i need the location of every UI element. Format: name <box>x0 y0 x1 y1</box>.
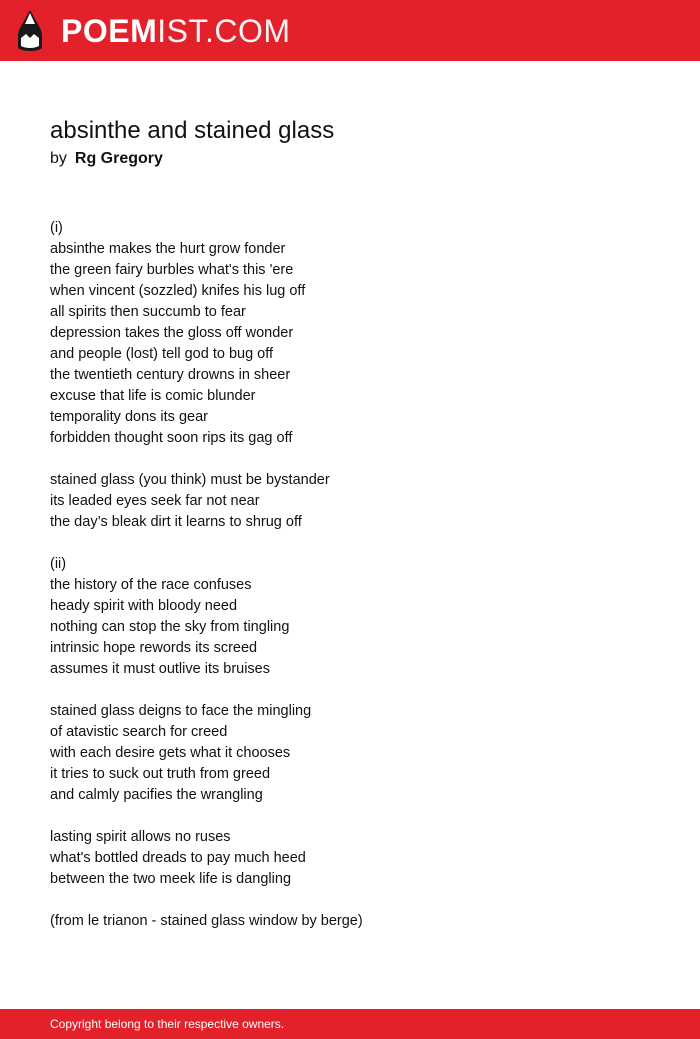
poem-line: nothing can stop the sky from tingling <box>50 619 290 635</box>
poem-title: absinthe and stained glass <box>50 117 335 144</box>
poem-line: and calmly pacifies the wrangling <box>50 787 263 803</box>
poem-line: (i) <box>50 220 63 236</box>
site-footer <box>0 1009 700 1039</box>
poem-line: the day’s bleak dirt it learns to shrug off <box>50 514 302 530</box>
poem-line: when vincent (sozzled) knifes his lug off <box>50 283 306 299</box>
poem-line: intrinsic hope rewords its screed <box>50 640 258 656</box>
poem-line: the history of the race confuses <box>50 577 252 593</box>
poem-body <box>50 218 650 953</box>
poem-line: its leaded eyes seek far not near <box>50 493 260 509</box>
poem-line: temporality dons its gear <box>50 409 208 425</box>
poem-stanza <box>50 911 650 932</box>
poem-line: the green fairy burbles what's this 'ere <box>50 262 294 278</box>
poem-line: of atavistic search for creed <box>50 724 228 740</box>
site-logo-text <box>61 12 291 49</box>
poem-line: all spirits then succumb to fear <box>50 304 246 320</box>
poem-byline <box>50 149 163 169</box>
poem-line: with each desire gets what it chooses <box>50 745 291 761</box>
poem-line: the twentieth century drowns in sheer <box>50 367 291 383</box>
poem-line: stained glass deigns to face the mingling <box>50 703 312 719</box>
poem-line: (from le trianon - stained glass window by berge) <box>50 913 363 929</box>
poem-line: assumes it must outlive its bruises <box>50 661 270 677</box>
poem-line: (ii) <box>50 556 67 572</box>
pencil-icon <box>18 10 42 51</box>
logo-text-bold: POEM <box>61 12 158 49</box>
poem-line: and people (lost) tell god to bug off <box>50 346 274 362</box>
poem-line: stained glass (you think) must be bystander <box>50 472 330 488</box>
poem-stanza <box>50 554 650 680</box>
poem-line: forbidden thought soon rips its gag off <box>50 430 293 446</box>
poem-line: heady spirit with bloody need <box>50 598 238 614</box>
copyright-text: Copyright belong to their respective owners. <box>50 1017 285 1031</box>
poem-line: between the two meek life is dangling <box>50 871 292 887</box>
poem-stanza <box>50 701 650 806</box>
poem-stanza <box>50 470 650 533</box>
poem-line: excuse that life is comic blunder <box>50 388 256 404</box>
poem-line: lasting spirit allows no ruses <box>50 829 231 845</box>
poem-line: what's bottled dreads to pay much heed <box>50 850 306 866</box>
poem-line: depression takes the gloss off wonder <box>50 325 294 341</box>
site-logo-link[interactable] <box>18 0 291 61</box>
by-label: by <box>50 150 67 167</box>
poem-author[interactable]: Rg Gregory <box>74 150 163 167</box>
poem-line: absinthe makes the hurt grow fonder <box>50 241 286 257</box>
poem-line: it tries to suck out truth from greed <box>50 766 271 782</box>
logo-text-thin: IST.COM <box>157 12 291 49</box>
poem-stanza <box>50 218 650 449</box>
site-header <box>0 0 700 61</box>
poem-stanza <box>50 827 650 890</box>
